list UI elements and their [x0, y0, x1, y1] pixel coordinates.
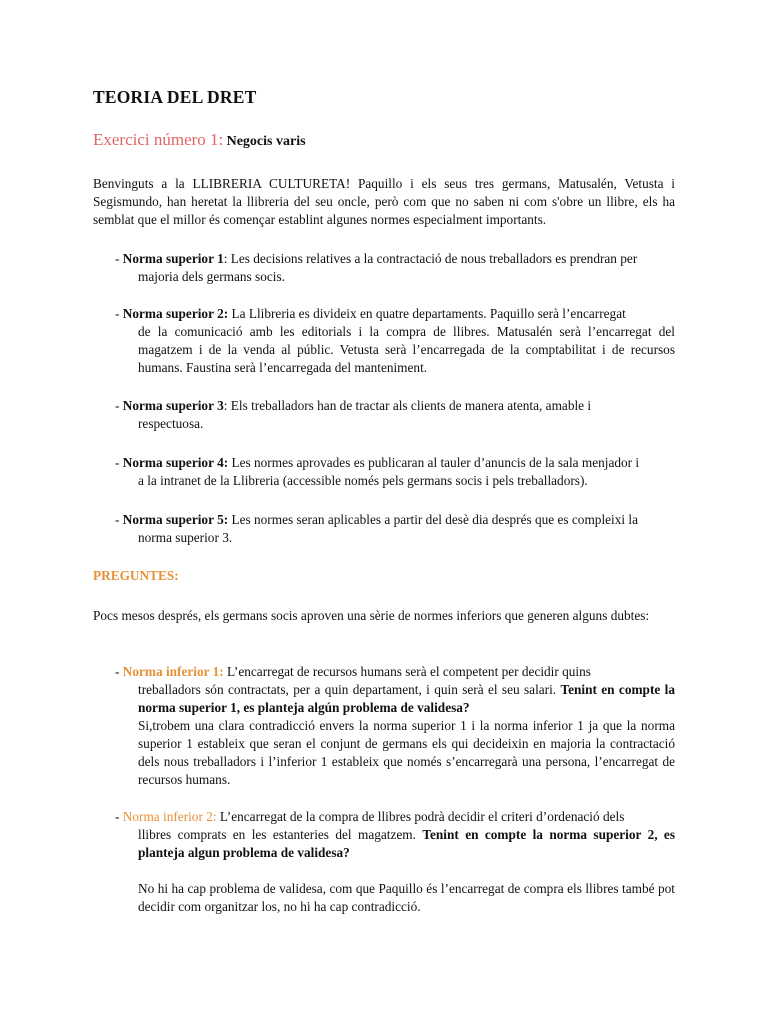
question-text: L’encarregat de recursos humans serà el competent per decidir quins	[223, 664, 591, 679]
question-prompt: Tenint en compte la norma superior 2, es planteja algun problema de validesa?	[138, 827, 676, 860]
rule-item: - Norma superior 2: La Llibreria es divideix en quatre departaments. Paquillo serà l’encarregat de la comunicació amb les editorials i la compra de llibres. Matusalén serà l’encarregat del magatzem i de la venda al públic. Vetusta serà l’encarregada de la comptabilitat i de recursos humans. Faustina serà l’encarregada del manteniment.	[115, 306, 675, 375]
intro-paragraph: Benvinguts a la LLIBRERIA CULTURETA! Paquillo i els seus tres germans, Matusalén, Vetusta i Segismundo, han heretat la llibreria del seu oncle, però com que no saben ni com s'obre un llibre, els ha semblat que el millor és començar establint algunes normes especialment importants.	[93, 176, 675, 227]
rule-text: Les normes aprovades es publicaran al tauler d’anuncis de la sala menjador i	[231, 455, 640, 470]
rule-text: Les normes seran aplicables a partir del desè dia després que es compleixi la	[231, 512, 638, 527]
rule-text: Les decisions relatives a la contractació de nous treballadors es prendran per	[230, 251, 638, 266]
rule-label: Norma superior 3	[122, 398, 224, 413]
answer-text: Si,trobem una clara contradicció envers la norma superior 1 i la norma inferior 1 ja que la norma superior 1 estableix que seran el conjunt de germans els qui decideixin en majoria la contractació dels nous treballadors i l’inferior 1 estableix que només s’encarregarà una persona, l’encarregat de recursos humans.	[138, 718, 675, 787]
question-item: - Norma inferior 1: L’encarregat de recursos humans serà el competent per decidir quins treballadors són contractats, per a quin departament, i quin serà el seu salari. Tenint en compte la norma superior 1, es planteja algún problema de validesa? Si,trobem una clara contradicció envers la norma superior 1 i la norma inferior 1 ja que la norma superior 1 estableix que seran el conjunt de germans els qui decideixin en majoria la contractació dels nous treballadors i l’inferior 1 estableix que només s’encarregarà una persona, l’encarregat de recursos humans.	[115, 664, 675, 787]
rule-text-rest: a la intranet de la Llibreria (accessible només pels germans socis i pels treballadors).	[138, 473, 588, 488]
rule-text-rest: majoria dels germans socis.	[138, 269, 285, 284]
question-item: - Norma inferior 2: L’encarregat de la compra de llibres podrà decidir el criteri d’ordenació dels llibres comprats en les estanteries del magatzem. Tenint en compte la norma superior 2, es planteja algun problema de validesa?	[115, 809, 676, 860]
question-label: Norma inferior 2:	[122, 809, 217, 824]
rule-item: - Norma superior 3: Els treballadors han de tractar als clients de manera atenta, amable i respectuosa.	[115, 397, 675, 433]
question-text: L’encarregat de la compra de llibres podrà decidir el criteri d’ordenació dels	[216, 809, 625, 824]
rule-item: - Norma superior 4: Les normes aprovades es publicaran al tauler d’anuncis de la sala menjador i a la intranet de la Llibreria (accessible només pels germans socis i pels treballadors).	[115, 454, 675, 490]
question-text-rest: treballadors són contractats, per a quin departament, i quin serà el seu salari.	[138, 682, 561, 697]
answer-text: No hi ha cap problema de validesa, com que Paquillo és l’encarregat de compra els llibres també pot decidir com organitzar los, no hi ha cap contradicció.	[138, 881, 675, 914]
exercise-label: Exercici número 1:	[93, 130, 224, 149]
document-title: TEORIA DEL DRET	[93, 87, 257, 107]
rule-item: - Norma superior 5: Les normes seran aplicables a partir del desè dia després que es compleixi la norma superior 3.	[115, 511, 675, 547]
question-label: Norma inferior 1:	[122, 664, 224, 679]
rule-label: Norma superior 1	[122, 251, 224, 266]
rule-sep: :	[223, 398, 231, 413]
exercise-subtitle: Negocis varis	[226, 134, 306, 149]
rule-label: Norma superior 5:	[122, 512, 229, 527]
question-prompt: Tenint en compte la norma superior 1, es planteja algún problema de validesa?	[138, 682, 675, 715]
questions-intro: Pocs mesos després, els germans socis aproven una sèrie de normes inferiors que generen alguns dubtes:	[93, 608, 650, 623]
rule-text-rest: de la comunicació amb les editorials i la compra de llibres. Matusalén serà l’encarregat del magatzem i de la venda al públic. Vetusta serà l’encarregada de la comptabilitat i de recursos humans. Faustina serà l’encarregada del manteniment.	[138, 324, 675, 375]
rule-text-rest: respectuosa.	[138, 416, 204, 431]
rule-label: Norma superior 2:	[122, 306, 229, 321]
rule-text-rest: norma superior 3.	[138, 530, 233, 545]
questions-heading: PREGUNTES:	[93, 568, 179, 583]
rule-text: La Llibreria es divideix en quatre departaments. Paquillo serà l’encarregat	[231, 306, 626, 321]
rule-sep: :	[223, 251, 231, 266]
rule-item: - Norma superior 1: Les decisions relatives a la contractació de nous treballadors es prendran per majoria dels germans socis.	[115, 250, 675, 286]
question-text-rest: llibres comprats en les estanteries del magatzem.	[138, 827, 423, 842]
rule-label: Norma superior 4:	[122, 455, 229, 470]
exercise-heading	[93, 131, 306, 151]
rule-text: Els treballadors han de tractar als clients de manera atenta, amable i	[230, 398, 592, 413]
